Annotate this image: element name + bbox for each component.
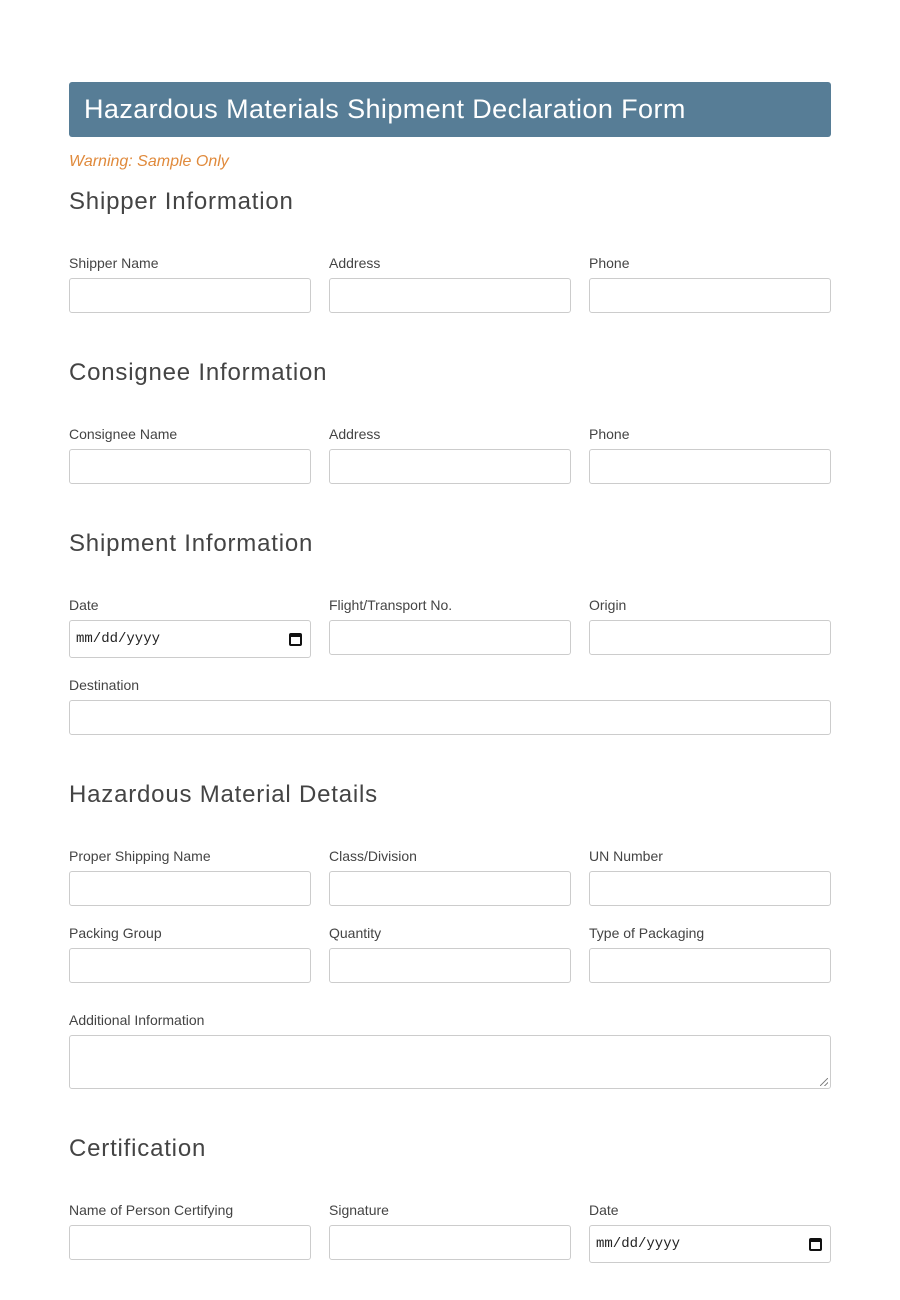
destination-input[interactable]: [69, 700, 831, 735]
additional-info-label: Additional Information: [69, 1012, 205, 1028]
proper-shipping-name-input[interactable]: [69, 871, 311, 906]
consignee-phone-input[interactable]: [589, 449, 831, 484]
section-title-consignee: Consignee Information: [69, 359, 328, 386]
declaration-form: [69, 82, 831, 1252]
class-division-input[interactable]: [329, 871, 571, 906]
shipment-date-placeholder: mm/dd/yyyy: [76, 631, 161, 647]
packing-group-label: Packing Group: [69, 925, 162, 941]
packaging-type-label: Type of Packaging: [589, 925, 705, 941]
class-division-label: Class/Division: [329, 848, 417, 864]
flight-transport-label: Flight/Transport No.: [329, 597, 453, 613]
signature-label: Signature: [329, 1202, 389, 1218]
packing-group-input[interactable]: [69, 948, 311, 983]
packaging-type-input[interactable]: [589, 948, 831, 983]
consignee-phone-label: Phone: [589, 426, 630, 442]
un-number-label: UN Number: [589, 848, 663, 864]
resize-grip-icon[interactable]: [820, 1078, 828, 1086]
consignee-address-label: Address: [329, 426, 381, 442]
proper-shipping-name-label: Proper Shipping Name: [69, 848, 211, 864]
certification-date-label: Date: [589, 1202, 619, 1218]
shipper-phone-label: Phone: [589, 255, 630, 271]
section-title-shipper: Shipper Information: [69, 188, 294, 215]
consignee-address-input[interactable]: [329, 449, 571, 484]
calendar-icon[interactable]: [289, 633, 302, 646]
destination-label: Destination: [69, 677, 140, 693]
shipper-name-label: Shipper Name: [69, 255, 159, 271]
quantity-label: Quantity: [329, 925, 382, 941]
certifier-name-label: Name of Person Certifying: [69, 1202, 234, 1218]
shipper-address-input[interactable]: [329, 278, 571, 313]
shipper-phone-input[interactable]: [589, 278, 831, 313]
un-number-input[interactable]: [589, 871, 831, 906]
shipment-date-label: Date: [69, 597, 99, 613]
certification-date-input[interactable]: [589, 1225, 831, 1263]
shipment-date-input[interactable]: [69, 620, 311, 658]
form-title-bar: [69, 82, 831, 137]
consignee-name-label: Consignee Name: [69, 426, 178, 442]
certification-date-placeholder: mm/dd/yyyy: [596, 1236, 681, 1252]
consignee-name-input[interactable]: [69, 449, 311, 484]
shipper-address-label: Address: [329, 255, 381, 271]
form-title: Hazardous Materials Shipment Declaration Form: [84, 94, 686, 124]
certifier-name-input[interactable]: [69, 1225, 311, 1260]
section-title-shipment: Shipment Information: [69, 530, 314, 557]
flight-transport-input[interactable]: [329, 620, 571, 655]
section-title-certification: Certification: [69, 1135, 207, 1162]
origin-input[interactable]: [589, 620, 831, 655]
section-title-hazmat: Hazardous Material Details: [69, 781, 378, 808]
additional-info-textarea[interactable]: [69, 1035, 831, 1089]
shipper-name-input[interactable]: [69, 278, 311, 313]
warning-text: Warning: Sample Only: [69, 153, 229, 170]
calendar-icon[interactable]: [809, 1238, 822, 1251]
quantity-input[interactable]: [329, 948, 571, 983]
origin-label: Origin: [589, 597, 627, 613]
signature-input[interactable]: [329, 1225, 571, 1260]
